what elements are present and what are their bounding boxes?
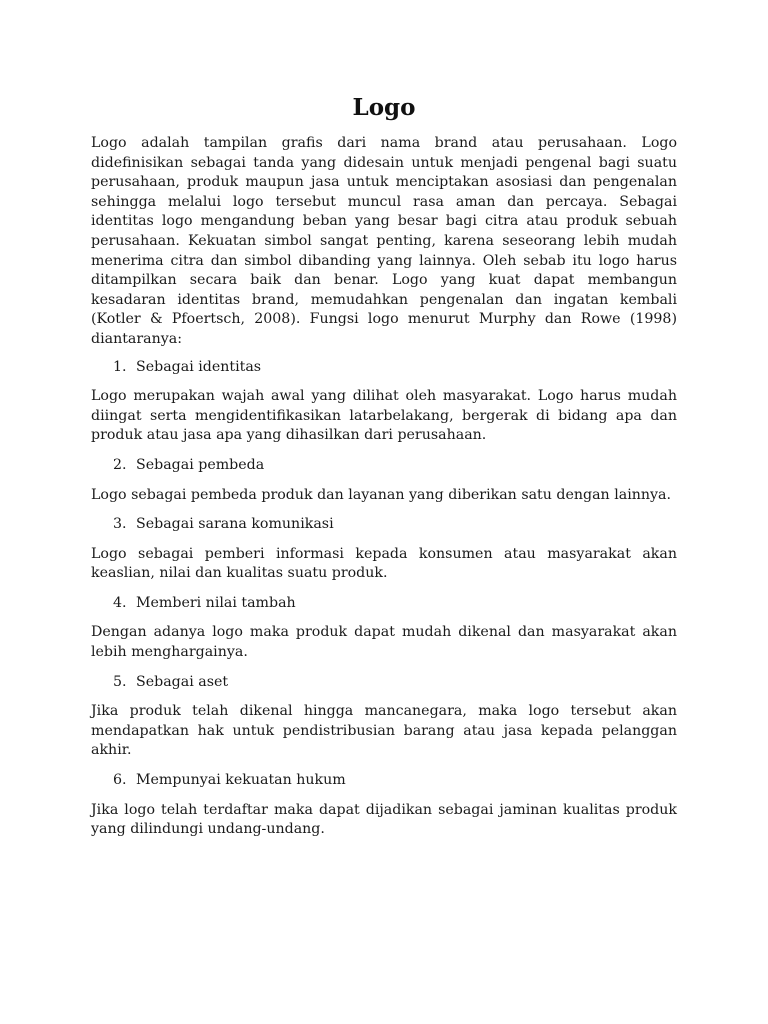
list-item (91, 456, 677, 505)
list-item-number: 6. (113, 772, 127, 789)
list-item-title: Memberi nilai tambah (136, 594, 296, 611)
list-item-title: Mempunyai kekuatan hukum (136, 772, 346, 789)
list-item-heading (91, 673, 677, 693)
list-item (91, 358, 677, 446)
list-item-number: 1. (113, 358, 127, 375)
list-item-paragraph: Jika logo telah terdaftar maka dapat dijadikan sebagai jaminan kualitas produk yang dilindungi undang-undang. (91, 801, 677, 838)
list-item-paragraph: Jika produk telah dikenal hingga mancanegara, maka logo tersebut akan mendapatkan hak untuk pendistribusian barang atau jasa kepada pelanggan akhir. (91, 703, 677, 759)
list-item-number: 5. (113, 673, 127, 690)
list-item-paragraph: Logo merupakan wajah awal yang dilihat oleh masyarakat. Logo harus mudah diingat serta mengidentifikasikan latarbelakang, bergerak di bidang apa dan produk atau jasa apa yang dihasilkan dari perusahaan. (91, 388, 677, 444)
list-item-heading (91, 515, 677, 535)
list-item-paragraph: Logo sebagai pembeda produk dan layanan yang diberikan satu dengan lainnya. (91, 486, 671, 503)
page-title: Logo (352, 94, 416, 121)
list-item-title: Sebagai sarana komunikasi (136, 516, 334, 533)
intro-paragraph: Logo adalah tampilan grafis dari nama brand atau perusahaan. Logo didefinisikan sebagai tanda yang didesain untuk menjadi pengenal bagi suatu perusahaan, produk maupun jasa untuk menciptakan asosiasi dan pengenalan sehingga melalui logo tersebut muncul rasa aman dan percaya. Sebagai identitas logo mengandung beban yang besar bagi citra atau produk sebuah perusahaan. Kekuatan simbol sangat penting, karena seseorang lebih mudah menerima citra dan simbol dibanding yang lainnya. Oleh sebab itu logo harus ditampilkan secara baik dan benar. Logo yang kuat dapat membangun kesadaran identitas brand, memudahkan pengenalan dan ingatan kembali (Kotler & Pfoertsch, 2008). Fungsi logo menurut Murphy dan Rowe (1998) diantaranya: (91, 135, 677, 347)
list-item-heading (91, 358, 677, 378)
list-item (91, 515, 677, 584)
list-item-number: 4. (113, 594, 127, 611)
list-item-number: 3. (113, 516, 127, 533)
list-item-number: 2. (113, 456, 127, 473)
list-item-heading (91, 594, 677, 614)
list-item-title: Sebagai aset (136, 673, 229, 690)
list-item (91, 771, 677, 840)
document-body (91, 134, 677, 840)
list-item-heading (91, 771, 677, 791)
list-item-title: Sebagai identitas (136, 358, 262, 375)
list-item-title: Sebagai pembeda (136, 456, 265, 473)
list-item-paragraph: Dengan adanya logo maka produk dapat mudah dikenal dan masyarakat akan lebih menghargainya. (91, 624, 677, 661)
list-item (91, 673, 677, 761)
list-item-heading (91, 456, 677, 476)
list-item-paragraph: Logo sebagai pemberi informasi kepada konsumen atau masyarakat akan keaslian, nilai dan kualitas suatu produk. (91, 545, 677, 582)
list-item (91, 594, 677, 663)
